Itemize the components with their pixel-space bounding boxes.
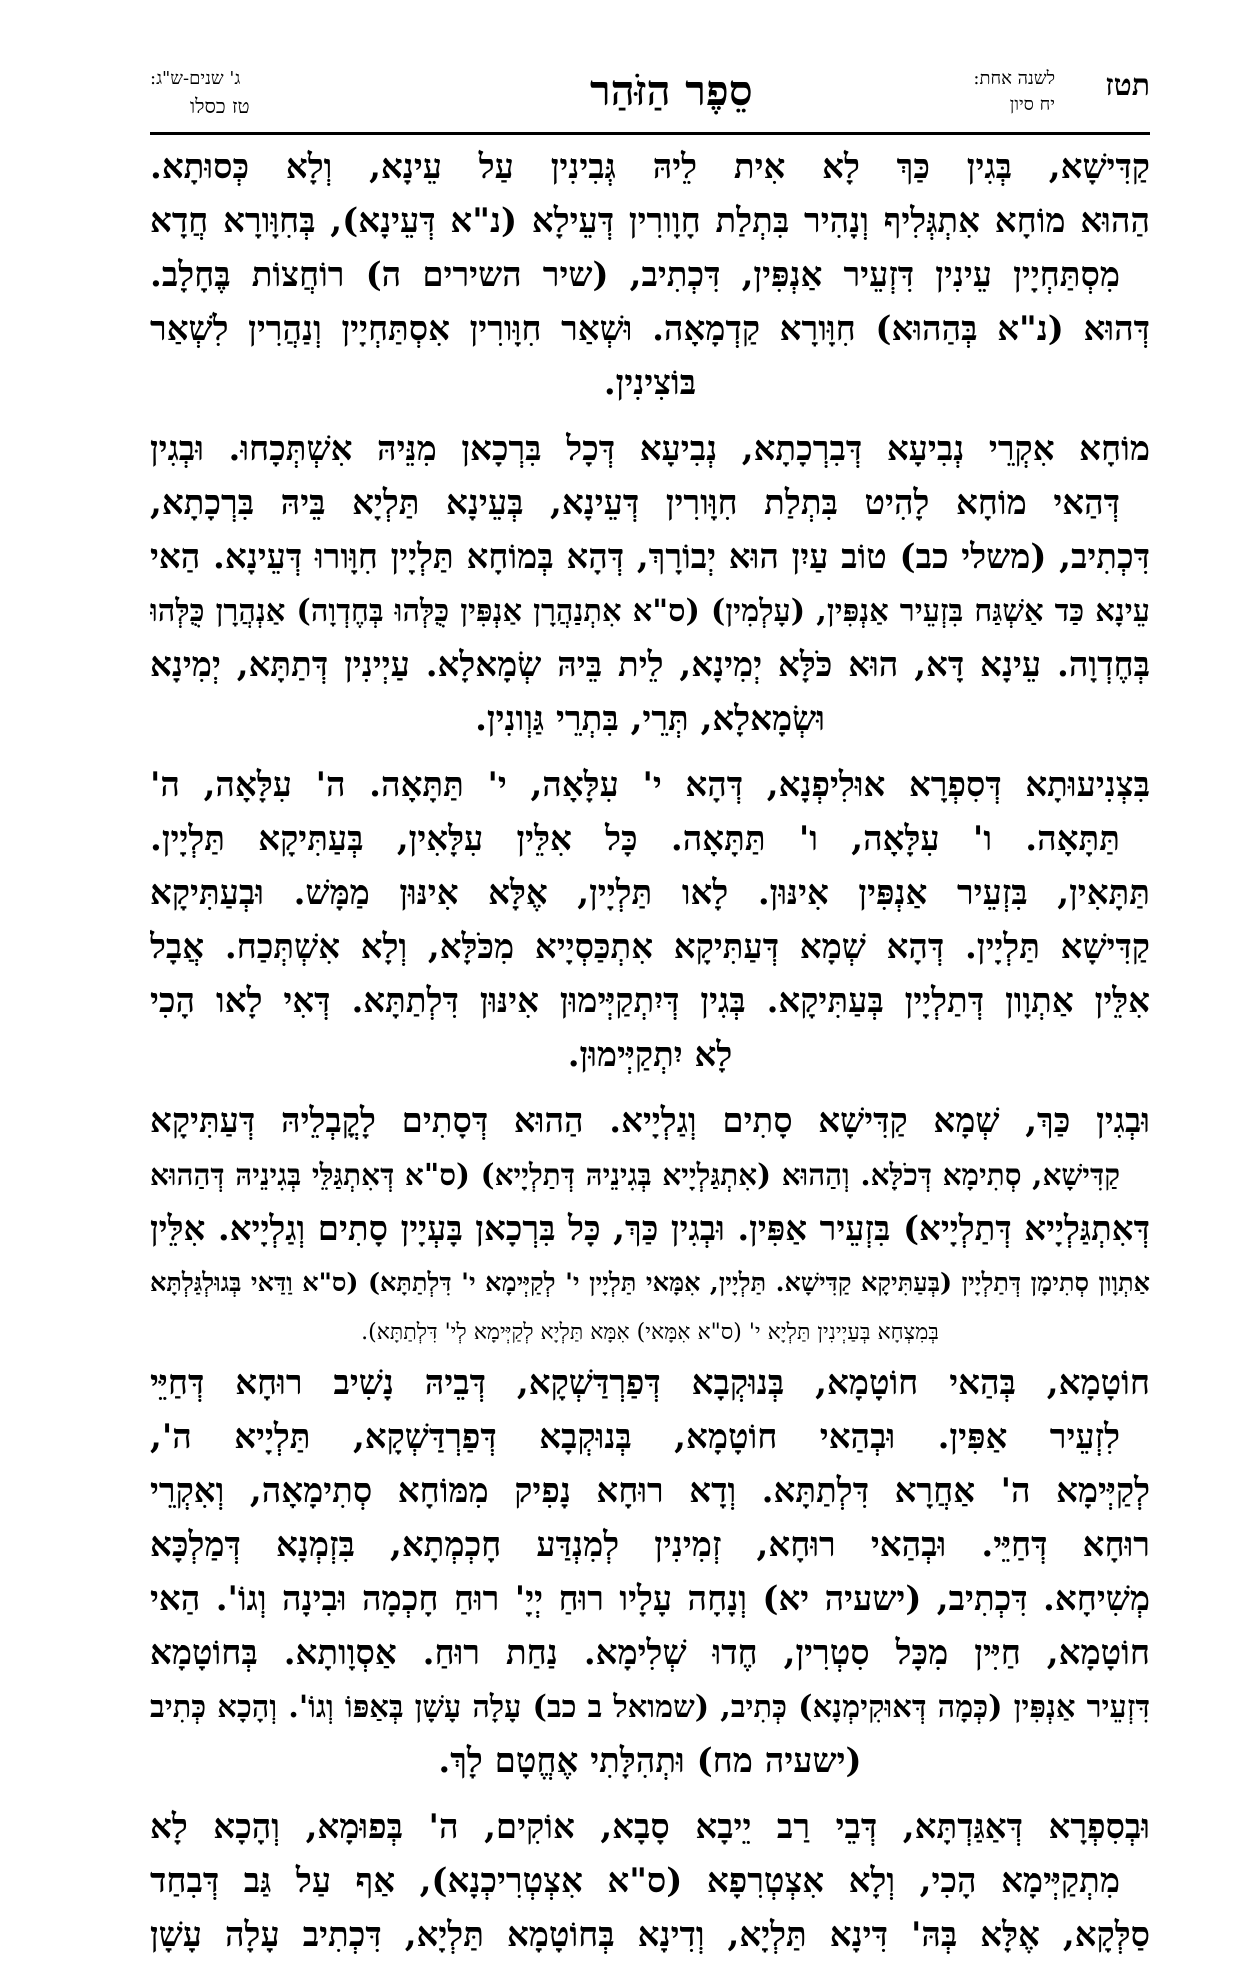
text-line: סַלְּקָא, אֶלָּא בְּהּ' דִּינָא תַּלְיָא, וְדִינָא בְּחוֹטָמָא תַּלְיָא, דִּכְתִיב עָלָה עָשָׁן [150, 1915, 1150, 1955]
text-line: מִסְתַּחְיָין עֵינִין דִּזְעֵיר אַנְפִּין, דִּכְתִיב, (שיר השירים ה) רוֹחֲצוֹת בֶּחָלָב. [150, 255, 1120, 295]
text-line: לִזְעֵיר אַפִּין. וּבְהַאי חוֹטָמָא, בְּנוּקְבָא דְּפַרְדַּשְׁקָא, תַּלְיָיא ה', [150, 1417, 1120, 1457]
text-line: מְשִׁיחָא. דִּכְתִיב, (ישעיה יא) וְנָחָה עָלָיו רוּחַ יְיָ' רוּחַ חָכְמָה וּבִינָה וְגוֹ'. הַאי [150, 1579, 1150, 1619]
running-header [150, 66, 1150, 132]
text-line: רוּחָא דְּחַיֵּי. וּבְהַאי רוּחָא, זְמִינִין לְמִנְדַּע חָכְמְתָא, בִּזְמְנָא דְּמַלְכָּא [150, 1525, 1150, 1565]
text-line: מִתְקַיְּימָא הָכִי, וְלָא אִצְטְרִפָא (ס"א אִצְטְרִיכְנָא), אַף עַל גַּב דְּבִחַד [150, 1861, 1120, 1901]
reading-schedule-three-years: ג' שנים-ש"ג: [150, 68, 241, 89]
text-line: דִּזְעֵיר אַנְפִּין (כְּמָה דְּאוּקִימְנָא) כְּתִיב, (שמואל ב כב) עָלָה עָשָׁן בְּאַפּוֹ וְגוֹ'. וְהָכָא כְּתִיב [150, 1689, 1150, 1725]
text-line: וּשְׂמָאלָא, תְּרֵי, בִּתְרֵי גַּוְונִין. [475, 699, 825, 739]
text-line: לְקַיְּימָא ה' אַחֲרָא דִּלְתַתָּא. וְדָא רוּחָא נָפִיק מִמּוֹחָא סְתִימָאָה, וְאִקְרֵי [150, 1471, 1150, 1511]
reading-date-three-years: טז כסלו [190, 94, 250, 118]
text-line: קַדִּישָׁא תַּלְיָין. דְּהָא שְׁמָא דְּעַתִּיקָא אִתְכַּסְיָיא מִכֹּלָּא, וְלָא אִשְׁתְּכַח. אֲבָל [150, 927, 1150, 967]
text-line: (ישעיה מח) וּתְהִלָּתִי אֶחֱטָם לָךְ. [438, 1741, 862, 1781]
text-line: תַּתָּאָה. ו' עִלָּאָה, ו' תַּתָּאָה. כָּל אִלֵּין עִלָּאִין, בְּעַתִּיקָא תַּלְיָין. [150, 819, 1120, 859]
book-title: סֵפֶר הַזֹּהַר [590, 66, 753, 115]
text-line: בִּצְנִיעוּתָא דְּסִפְרָא אוּלִיפְנָא, דְּהָא י' עִלָּאָה, י' תַּתָּאָה. ה' עִלָּאָה, ה' [150, 765, 1150, 805]
text-line: דְּהוּא (נ"א בְּהַהוּא) חִוָּורָא קַדְמָאָה. וּשְׁאַר חִוָּורִין אִסְתַּחְיָין וְנַהֲרִין לִשְׁאַר [150, 309, 1150, 349]
text-line: מוֹחָא אִקְרֵי נְבִיעָא דְּבִרְכָתָא, נְבִיעָא דְּכָל בִּרְכָאן מִנֵּיהּ אִשְׁתְּכָחוּ. וּבְגִין [150, 429, 1150, 469]
text-line: עֵינָא כַּד אַשְׁגַּח בִּזְעֵיר אַנְפִּין, (עָלְמִין) (ס"א אִתְנַהֲרָן אַנְפִּין כֻּלְּהוּ בְּחֶדְוָה) אַנְהֲרָן כֻּלְּהוּ [150, 593, 1150, 629]
text-line: לָא יִתְקַיְּימוּן. [567, 1035, 733, 1075]
text-line: דְּהַאי מוֹחָא לָהִיט בִּתְלַת חִוָּורִין דְּעֵינָא, בְּעֵינָא תַּלְיָא בֵּיהּ בִּרְכָתָא, [150, 483, 1120, 523]
text-line: הַהוּא מוֹחָא אִתְגְּלִיף וְנָהִיר בִּתְלַת חָוָורִין דְּעֵילָא (נ"א דְּעֵינָא), בְּחִוָּורָא חֲדָא [150, 201, 1150, 241]
text-line: קַדִּישָׁא, בְּגִין כַּךְ לָא אִית לֵיהּ גְּבִינִין עַל עֵינָא, וְלָא כְּסוּתָא. [150, 147, 1150, 187]
text-line: דְּאִתְגַּלְיָיא דְּתַלְיָיא) בִּזְעֵיר אַפִּין. וּבְגִין כַּךְ, כָּל בִּרְכָאן בָּעְיָין סָתִים וְגַלְיָיא. אִלֵּין [150, 1209, 1150, 1249]
reading-date-one-year: יח סיון [1009, 94, 1055, 115]
text-line: אַתְוָון סְתִימָן דְּתַלְיָין (בְּעַתִּיקָא קַדִּישָׁא. תַּלְיָין, אִמָּאי תַּלְיָין י' לְקַיְּימָא י' דִּלְתַתָּא) (ס"א וַדַּאי בְּגוּלְגַּלְתָּא [150, 1268, 1150, 1298]
reading-schedule-one-year: לשנה אחת: [973, 68, 1055, 89]
text-line: דִּכְתִיב, (משלי כב) טוֹב עַיִן הוּא יְבוֹרָךְ, דְּהָא בְּמוֹחָא תַּלְיָין חִוָּורוּ דְּעֵינָא. הַאי [150, 537, 1150, 577]
main-text [150, 140, 1150, 1962]
page-number: תטז [1105, 68, 1150, 103]
text-line: וּבְסִפְרָא דְּאַגַּדְתָּא, דְּבֵי רַב יֵיבָא סָבָא, אוֹקִים, ה' בְּפוּמָא, וְהָכָא לָא [150, 1807, 1150, 1847]
text-line: אִלֵּין אַתְוָון דְּתַלְיָין בְּעַתִּיקָא. בְּגִין דְּיִתְקַיְּימוּן אִינּוּן דִּלְתַתָּא. דְּאִי לָאו הָכִי [150, 981, 1150, 1021]
text-line: בְּמִצְחָא בְּעַיְינִין תַּלְיָא י' (ס"א אִמָּאי) אִמָּא תַּלְיָא לְקַיְּימָא לְי' דִּלְתַתָּא). [361, 1320, 939, 1345]
text-line: קַדִּישָׁא, סְתִימָא דְּכֹלָּא. וְהַהוּא (אִתְגַּלְיָיא בְּגִינֵיהּ דְּתַלְיָיא) (ס"א דְּאִתְגַּלֵּי בְּגִינֵיהּ דְּהַהוּא [150, 1157, 1120, 1192]
text-line: תַּתָּאִין, בִּזְעֵיר אַנְפִּין אִינּוּן. לָאו תַּלְיָין, אֶלָּא אִינּוּן מַמָּשׁ. וּבְעַתִּיקָא [150, 873, 1150, 913]
text-line: בְּחֶדְוָה. עֵינָא דָּא, הוּא כֹּלָּא יְמִינָא, לֵית בֵּיהּ שְׂמָאלָא. עַיְינִין דְּתַתָּא, יְמִינָא [150, 645, 1150, 685]
text-line: בּוֹצִינִין. [603, 363, 697, 403]
header-divider [150, 132, 1150, 135]
text-line: וּבְגִין כַּךְ, שְׁמָא קַדִּישָׁא סָתִים וְגַלְיָיא. הַהוּא דְּסָתִים לָקֳבְלֵיהּ דְּעַתִּיקָא [150, 1101, 1150, 1141]
text-line: חוֹטָמָא, בְּהַאי חוֹטָמָא, בְּנוּקְבָא דְּפַרְדַּשְׁקָא, דְּבֵיהּ נָשִׁיב רוּחָא דְּחַיֵּי [150, 1363, 1150, 1403]
text-line: חוֹטָמָא, חַיִּין מִכָּל סִטְרִין, חֶדוּ שְׁלִימָא. נַחַת רוּחַ. אַסְוָותָא. בְּחוֹטָמָא [150, 1633, 1150, 1673]
